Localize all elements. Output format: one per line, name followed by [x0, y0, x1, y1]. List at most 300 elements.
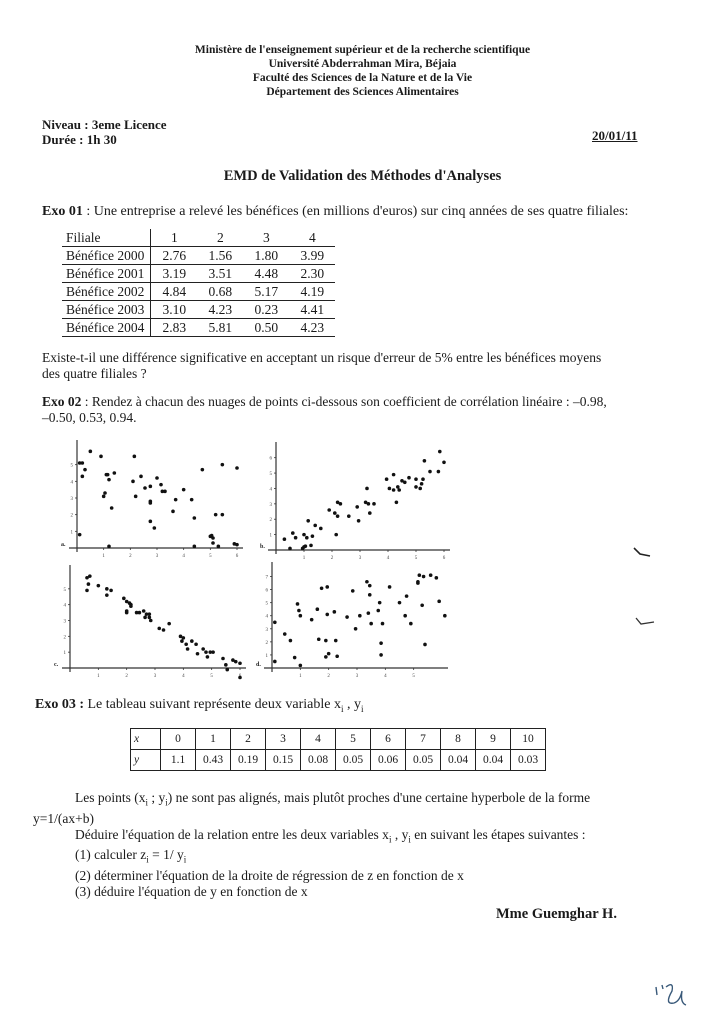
data-point	[347, 514, 351, 518]
data-point	[367, 611, 371, 615]
y-tick-label: 2	[269, 518, 272, 524]
exam-date: 20/01/11	[592, 128, 638, 143]
data-point	[97, 584, 101, 588]
text: (1) calculer z	[75, 847, 147, 863]
x-tick-label: 1	[102, 554, 105, 559]
data-point	[283, 537, 287, 541]
data-point	[372, 502, 376, 506]
table-header-cell: 1	[170, 230, 178, 245]
x-tick-label: 1	[302, 556, 306, 561]
data-point	[149, 619, 153, 623]
data-point	[297, 609, 301, 613]
data-point	[153, 526, 157, 530]
data-point	[414, 477, 418, 481]
data-point	[327, 652, 331, 656]
y-tick-label: 3	[269, 502, 272, 508]
data-point	[316, 607, 320, 611]
data-point	[186, 647, 190, 651]
data-point	[368, 593, 372, 597]
data-point	[388, 585, 392, 589]
text: en suivant les étapes suivantes :	[410, 826, 586, 842]
data-point	[171, 510, 175, 514]
row-label: Bénéfice 2004	[62, 319, 151, 337]
y-cell: 0.43	[196, 750, 231, 771]
exo2-intro-line2: –0.50, 0.53, 0.94.	[42, 410, 137, 425]
x-cell: 2	[231, 729, 266, 750]
data-point	[221, 657, 225, 661]
header-department: Département des Sciences Alimentaires	[266, 86, 459, 98]
data-point	[429, 573, 433, 577]
data-point	[149, 501, 153, 505]
data-point	[107, 478, 111, 482]
y-cell: 0.19	[231, 750, 266, 771]
data-point	[397, 488, 401, 492]
x-tick-label: 3	[155, 554, 159, 559]
data-point	[163, 490, 167, 494]
data-point	[221, 463, 225, 467]
data-point	[351, 589, 355, 593]
data-point	[381, 622, 385, 626]
data-point	[221, 513, 225, 517]
x-tick-label: 5	[210, 674, 213, 679]
exo3-text	[33, 790, 713, 900]
y-tick-label: 6	[269, 456, 272, 462]
data-point	[368, 584, 372, 588]
table-cell: 3.19	[151, 265, 198, 283]
text: , y	[391, 826, 409, 842]
data-point	[288, 547, 292, 551]
text: = 1/ y	[148, 847, 184, 863]
exo3-line2: y=1/(ax+b)	[33, 810, 94, 826]
subscript: i	[340, 703, 344, 714]
data-point	[273, 620, 277, 624]
data-point	[396, 485, 400, 489]
data-point	[105, 587, 109, 591]
data-point	[143, 616, 147, 620]
exo3-line1	[33, 790, 713, 811]
data-point	[106, 473, 110, 477]
x-tick-label: 3	[358, 556, 362, 561]
data-point	[78, 533, 82, 537]
data-point	[81, 475, 85, 479]
signature: Mme Guemghar H.	[496, 906, 617, 922]
data-point	[336, 514, 340, 518]
data-point	[180, 639, 184, 643]
text: ) ne sont pas alignés, mais plutôt proches d'une certaine hyperbole de la forme	[167, 790, 591, 805]
y-tick-label: 5	[265, 601, 268, 607]
data-point	[201, 468, 205, 472]
data-point	[211, 536, 215, 540]
y-tick-label: 7	[265, 575, 268, 581]
table-cell: 4.23	[197, 301, 243, 319]
subscript: i	[408, 834, 411, 845]
panel-label: a.	[61, 542, 66, 548]
y-tick-label: 6	[265, 588, 268, 594]
data-point	[291, 531, 295, 535]
y-tick-label: 4	[265, 614, 268, 620]
data-point	[224, 663, 228, 667]
exo2-label: Exo 02	[42, 394, 82, 409]
exo2-intro-line1: : Rendez à chacun des nuages de points ci-dessous son coefficient de corrélation linéaire : –0.98,	[81, 394, 607, 409]
data-point	[376, 609, 380, 613]
data-point	[423, 643, 427, 647]
table-cell: 4.19	[289, 283, 335, 301]
x-tick-label: 2	[125, 674, 128, 679]
table-cell: 4.23	[289, 319, 335, 337]
data-point	[235, 543, 239, 547]
y-cell: 0.05	[336, 750, 371, 771]
data-point	[204, 650, 208, 654]
table-cell: 3.99	[289, 247, 335, 265]
exo1-label: Exo 01	[42, 204, 83, 219]
data-point	[142, 609, 146, 613]
data-point	[385, 477, 389, 481]
exo3-intro	[35, 697, 363, 717]
data-point	[107, 545, 111, 549]
y-cell: 0.03	[511, 750, 546, 771]
row-label: Bénéfice 2003	[62, 301, 151, 319]
y-tick-label: 4	[269, 487, 272, 493]
data-point	[148, 612, 152, 616]
table-cell: 5.17	[243, 283, 289, 301]
y-tick-label: 3	[63, 619, 66, 625]
data-point	[320, 586, 324, 590]
data-point	[194, 642, 198, 646]
data-point	[418, 573, 422, 577]
y-tick-label: 5	[269, 472, 272, 478]
subscript: i	[165, 797, 168, 808]
data-point	[403, 614, 407, 618]
data-point	[296, 602, 300, 606]
y-tick-label: 1	[269, 533, 272, 539]
table-cell: 4.48	[243, 265, 289, 283]
table-header-cell: 2	[216, 230, 224, 245]
data-point	[182, 488, 186, 492]
table-cell: 4.41	[289, 301, 335, 319]
data-point	[365, 580, 369, 584]
data-point	[234, 660, 238, 664]
y-tick-label: 2	[265, 640, 268, 646]
data-point	[235, 466, 239, 470]
data-point	[113, 471, 117, 475]
x-row	[131, 729, 546, 750]
x-tick-label: 2	[129, 554, 132, 559]
subscript: i	[360, 703, 364, 714]
data-point	[435, 576, 439, 580]
data-point	[339, 502, 343, 506]
data-point	[317, 637, 321, 641]
data-point	[190, 498, 194, 502]
subscript: i	[388, 834, 392, 845]
data-point	[421, 477, 425, 481]
x-cell: 10	[511, 729, 546, 750]
x-label: x	[131, 729, 161, 750]
data-point	[369, 622, 373, 626]
table-cell: 2.76	[151, 247, 198, 265]
table-cell: 2.30	[289, 265, 335, 283]
exo3-line3	[33, 827, 713, 848]
data-point	[299, 664, 303, 668]
subscript: i	[183, 855, 187, 866]
handwritten-initials-icon	[650, 975, 700, 1015]
y-cell: 0.04	[441, 750, 476, 771]
data-point	[405, 594, 409, 598]
y-cell: 0.15	[266, 750, 301, 771]
data-point	[193, 516, 197, 520]
data-point	[138, 611, 142, 615]
data-point	[110, 506, 114, 510]
row-label: Bénéfice 2000	[62, 247, 151, 265]
panel-label: c.	[54, 662, 59, 668]
data-point	[333, 610, 337, 614]
data-point	[88, 574, 92, 578]
y-tick-label: 2	[63, 635, 66, 641]
data-point	[89, 450, 93, 454]
y-tick-label: 2	[70, 513, 73, 519]
data-point	[368, 511, 372, 515]
x-tick-label: 6	[235, 554, 239, 559]
table-cell: 2.83	[151, 319, 198, 337]
data-point	[102, 495, 106, 499]
y-tick-label: 5	[63, 587, 66, 593]
data-point	[302, 533, 306, 537]
x-cell: 1	[196, 729, 231, 750]
data-point	[103, 491, 107, 495]
data-point	[325, 585, 329, 589]
header-faculty: Faculté des Sciences de la Nature et de la Vie	[252, 72, 473, 84]
data-point	[190, 639, 194, 643]
data-point	[354, 627, 358, 631]
data-point	[422, 575, 426, 579]
data-point	[420, 603, 424, 607]
niveau: Niveau : 3eme Licence	[42, 117, 167, 132]
pen-mark-icon	[630, 540, 660, 630]
table-cell: 1.80	[243, 247, 289, 265]
text: ; y	[148, 790, 166, 805]
data-point	[365, 487, 369, 491]
data-point	[184, 642, 188, 646]
data-point	[159, 483, 163, 487]
data-point	[313, 524, 317, 528]
panel-label: b.	[260, 544, 265, 550]
data-point	[357, 519, 361, 523]
data-point	[437, 600, 441, 604]
data-point	[327, 508, 331, 512]
data-point	[414, 485, 418, 489]
data-point	[283, 632, 287, 636]
data-point	[437, 470, 441, 474]
table-cell: 0.50	[243, 319, 289, 337]
x-cell: 5	[336, 729, 371, 750]
data-point	[131, 480, 135, 484]
data-point	[378, 601, 382, 605]
table-cell: 4.84	[151, 283, 198, 301]
duree: Durée : 1h 30	[42, 132, 117, 147]
data-point	[418, 487, 422, 491]
subscript: i	[145, 797, 149, 808]
y-label: y	[131, 750, 161, 771]
data-point	[335, 654, 339, 658]
exo3-intro-text: Le tableau suivant représente deux variable x	[84, 697, 341, 712]
data-point	[157, 627, 161, 631]
data-point	[174, 498, 178, 502]
data-point	[155, 476, 159, 480]
data-point	[442, 461, 446, 465]
data-point	[428, 470, 432, 474]
data-point	[395, 501, 399, 505]
data-point	[388, 487, 392, 491]
data-point	[85, 589, 89, 593]
x-cell: 4	[301, 729, 336, 750]
x-cell: 7	[406, 729, 441, 750]
y-tick-label: 4	[70, 480, 73, 486]
data-point	[134, 495, 138, 499]
y-tick-label: 3	[265, 627, 268, 633]
data-point	[206, 655, 210, 659]
data-point	[333, 511, 337, 515]
data-point	[392, 488, 396, 492]
y-tick-label: 5	[70, 463, 73, 469]
data-point	[358, 614, 362, 618]
y-row	[131, 750, 546, 771]
data-point	[139, 475, 143, 479]
x-tick-label: 3	[355, 674, 359, 679]
data-point	[420, 482, 424, 486]
x-tick-label: 1	[299, 674, 302, 679]
exo1-question-line1: Existe-t-il une différence significative en acceptant un risque d'erreur de 5% entre les bénéfices moyens	[42, 350, 602, 365]
subscript: i	[146, 855, 149, 866]
header-university: Université Abderrahman Mira, Béjaia	[268, 58, 457, 70]
exo3-step3: (3) déduire l'équation de y en fonction de x	[75, 884, 308, 900]
table-cell: 3.10	[151, 301, 198, 319]
x-cell: 3	[266, 729, 301, 750]
data-point	[379, 653, 383, 657]
data-point	[392, 473, 396, 477]
y-tick-label: 4	[63, 603, 66, 609]
exo3-label: Exo 03 :	[35, 697, 84, 712]
data-point	[133, 455, 137, 459]
data-point	[273, 660, 277, 664]
data-point	[162, 628, 166, 632]
table-header-cell: 4	[308, 230, 316, 245]
y-cell: 0.08	[301, 750, 336, 771]
header-ministry: Ministère de l'enseignement supérieur et de la recherche scientifique	[194, 44, 531, 56]
text: Les points (x	[75, 790, 146, 805]
data-point	[196, 652, 200, 656]
data-point	[355, 505, 359, 509]
data-point	[148, 616, 152, 620]
x-cell: 8	[441, 729, 476, 750]
data-point	[443, 614, 447, 618]
data-point	[311, 534, 315, 538]
data-point	[182, 636, 186, 640]
table-header-cell: Filiale	[62, 229, 151, 247]
data-point	[211, 541, 215, 545]
row-label: Bénéfice 2002	[62, 283, 151, 301]
x-tick-label: 2	[327, 674, 330, 679]
data-point	[225, 668, 229, 672]
table-cell: 5.81	[197, 319, 243, 337]
x-cell: 0	[161, 729, 196, 750]
data-point	[334, 533, 338, 537]
data-point	[306, 519, 310, 523]
data-point	[149, 520, 153, 524]
data-point	[143, 486, 147, 490]
x-tick-label: 4	[182, 674, 185, 679]
y-cell: 0.05	[406, 750, 441, 771]
data-point	[334, 639, 338, 643]
x-tick-label: 4	[182, 554, 185, 559]
data-point	[310, 618, 314, 622]
data-point	[324, 639, 328, 643]
x-cell: 9	[476, 729, 511, 750]
y-cell: 0.04	[476, 750, 511, 771]
data-point	[167, 622, 171, 626]
data-point	[345, 615, 349, 619]
table-cell: 1.56	[197, 247, 243, 265]
data-point	[398, 601, 402, 605]
y-cell: 1.1	[161, 750, 196, 771]
data-point	[83, 468, 87, 472]
text: Déduire l'équation de la relation entre les deux variables x	[75, 826, 389, 842]
x-tick-label: 5	[414, 556, 418, 561]
data-point	[109, 589, 113, 593]
data-point	[214, 513, 218, 517]
y-tick-label: 1	[265, 653, 268, 659]
exo1-intro-text: : Une entreprise a relevé les bénéfices (en millions d'euros) sur cinq années de ses quatre filiales:	[82, 204, 629, 219]
data-point	[211, 650, 215, 654]
data-point	[129, 604, 133, 608]
data-point	[81, 461, 85, 465]
data-point	[289, 639, 293, 643]
x-tick-label: 3	[153, 674, 157, 679]
exo3-step1	[33, 847, 713, 868]
exo3-intro-sep: , y	[343, 697, 361, 712]
x-tick-label: 4	[386, 556, 390, 561]
x-tick-label: 6	[442, 556, 446, 561]
data-point	[294, 536, 298, 540]
data-point	[423, 459, 427, 463]
data-point	[379, 641, 383, 645]
data-point	[416, 580, 420, 584]
data-point	[105, 593, 109, 597]
data-point	[299, 614, 303, 618]
data-point	[325, 613, 329, 617]
table-cell: 3.51	[197, 265, 243, 283]
y-tick-label: 1	[70, 530, 73, 536]
data-point	[125, 611, 129, 615]
x-cell: 6	[371, 729, 406, 750]
data-point	[238, 676, 242, 680]
panel-label: d.	[256, 662, 261, 668]
x-tick-label: 5	[209, 554, 212, 559]
data-point	[367, 502, 371, 506]
data-point	[87, 582, 91, 586]
x-tick-label: 1	[97, 674, 100, 679]
data-point	[403, 481, 407, 485]
x-tick-label: 4	[384, 674, 387, 679]
xy-table	[130, 728, 546, 771]
data-point	[438, 450, 442, 454]
data-point	[309, 544, 313, 548]
data-point	[304, 544, 308, 548]
data-point	[305, 536, 309, 540]
exo1-question-line2: des quatre filiales ?	[42, 366, 147, 381]
y-tick-label: 3	[70, 497, 73, 502]
exo3-step2: (2) déterminer l'équation de la droite de régression de z en fonction de x	[75, 868, 464, 884]
data-point	[122, 597, 126, 601]
row-label: Bénéfice 2001	[62, 265, 151, 283]
